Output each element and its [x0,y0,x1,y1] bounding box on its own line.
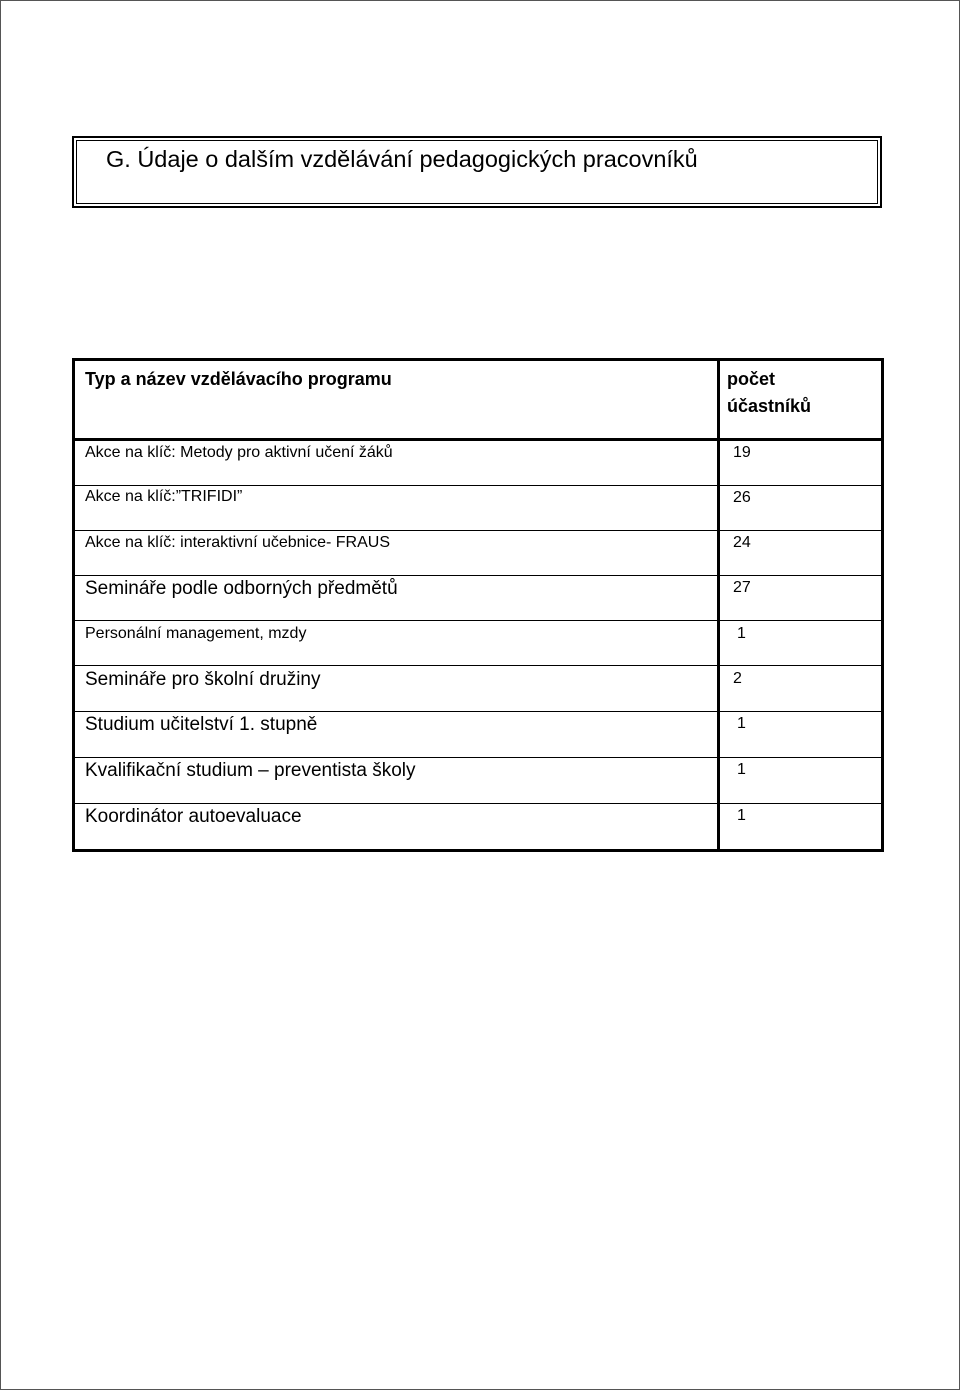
row-separator [75,711,881,712]
table-row-name: Koordinátor autoevaluace [85,806,302,827]
table-row-count: 1 [737,625,746,642]
table-row-count: 1 [737,807,746,824]
table-row-count: 1 [737,715,746,732]
table-row-count: 26 [733,489,751,506]
table-row-count: 24 [733,534,751,551]
table-row-count: 1 [737,761,746,778]
training-table [72,358,884,852]
section-title: G. Údaje o dalším vzdělávání pedagogických pracovníků [106,146,698,172]
header-count-line2: účastníků [727,396,812,416]
table-row-name: Semináře podle odborných předmětů [85,578,398,599]
table-row-name: Kvalifikační studium – preventista školy [85,760,416,781]
row-separator [75,485,881,486]
table-row-name: Personální management, mzdy [85,625,307,642]
row-separator [75,757,881,758]
column-separator [717,361,720,849]
section-title-box [72,136,882,208]
row-separator [75,620,881,621]
table-row-name: Akce na klíč: interaktivní učebnice- FRAUS [85,534,391,551]
header-count-line1: počet [727,369,776,389]
table-row-name: Semináře pro školní družiny [85,669,321,690]
table-row-count: 19 [733,444,751,461]
header-program: Typ a název vzdělávacího programu [85,369,392,389]
row-separator [75,665,881,666]
row-separator [75,575,881,576]
table-row-count: 2 [733,670,742,687]
header-separator [75,438,881,441]
table-row-name: Akce na klíč: Metody pro aktivní učení žáků [85,444,393,461]
table-row-count: 27 [733,579,751,596]
row-separator [75,530,881,531]
table-row-name: Akce na klíč:”TRIFIDI” [85,488,243,505]
table-row-name: Studium učitelství 1. stupně [85,714,318,735]
row-separator [75,803,881,804]
